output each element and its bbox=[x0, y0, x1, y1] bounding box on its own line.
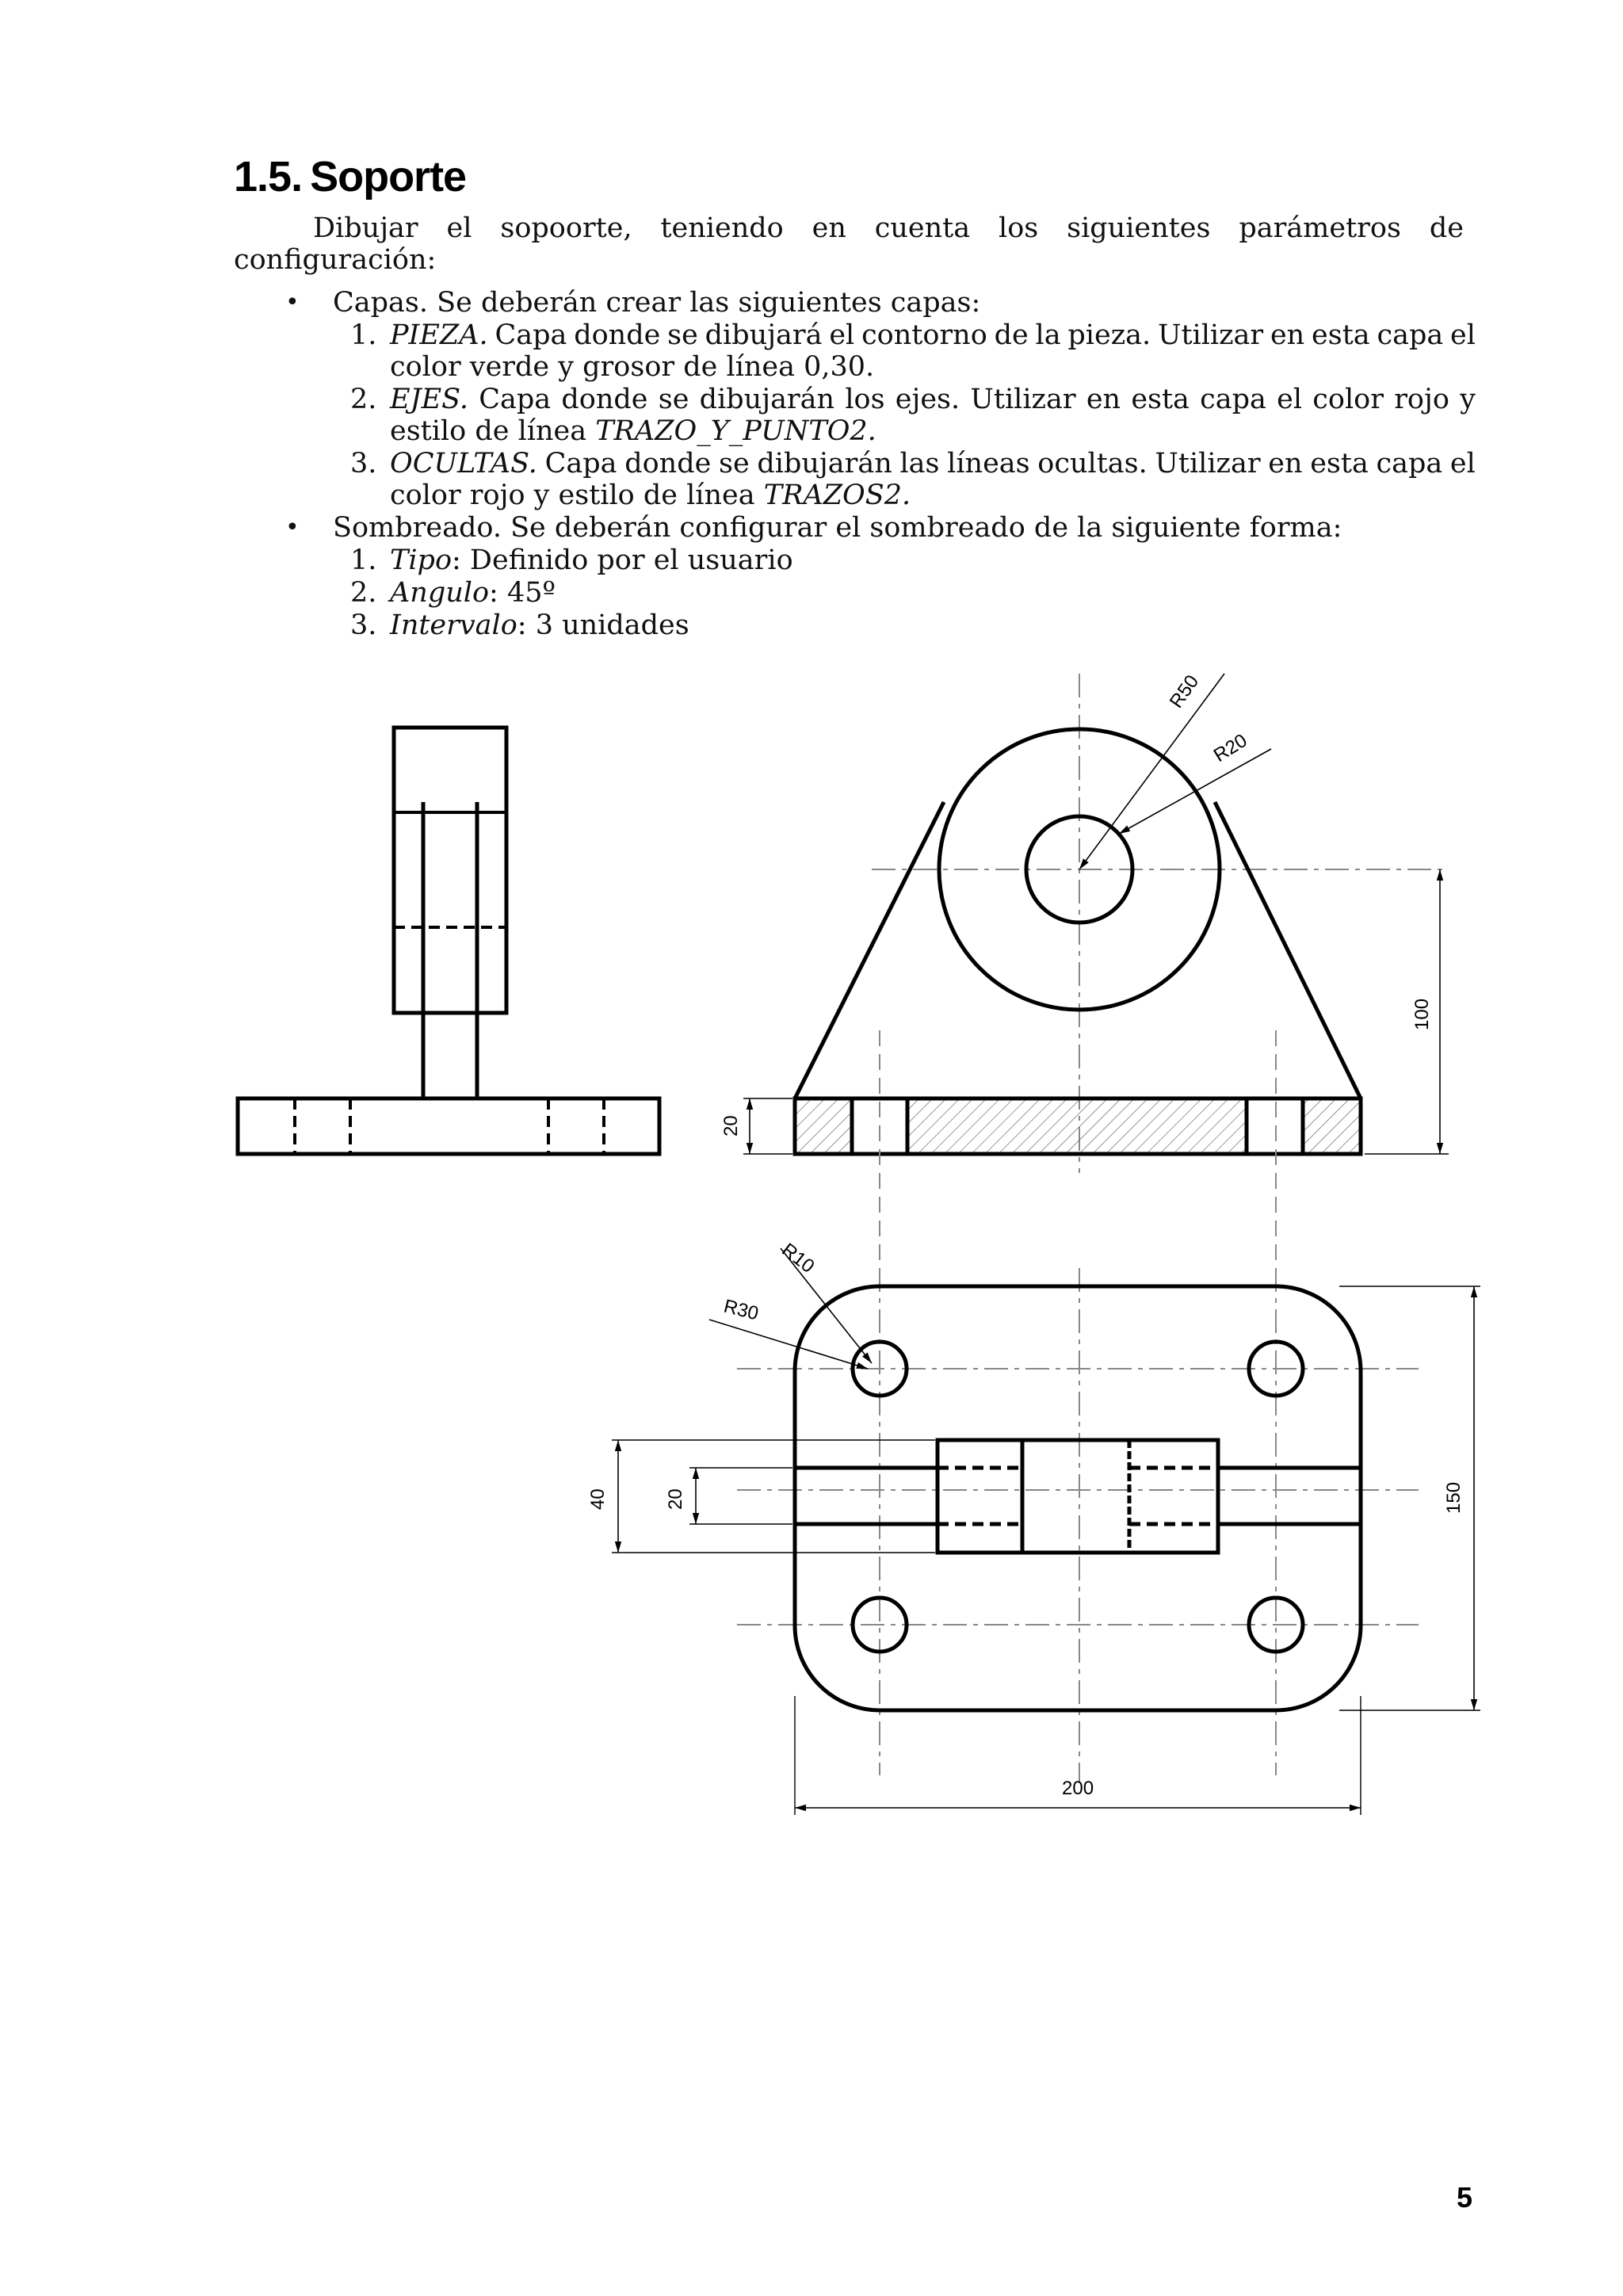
hatch-key: Intervalo bbox=[390, 609, 517, 641]
hatch-value: : 3 unidades bbox=[517, 609, 689, 641]
intro-word: siguientes bbox=[1067, 212, 1211, 244]
intro-word: Dibujar bbox=[313, 212, 418, 244]
section-hatch bbox=[907, 1098, 1247, 1154]
top-view-upright bbox=[938, 1440, 1218, 1553]
layer-name: PIEZA. bbox=[390, 319, 488, 351]
dim-label-r20: R20 bbox=[1209, 729, 1251, 767]
section-hatch bbox=[1303, 1098, 1361, 1154]
bullet-marker: • bbox=[285, 514, 300, 541]
top-view bbox=[612, 1248, 1480, 1815]
r20-leader bbox=[1119, 749, 1271, 834]
hatch-key: Angulo bbox=[390, 577, 490, 609]
dim-label-20-front: 20 bbox=[720, 1115, 742, 1137]
item-line-1: OCULTAS. Capa donde se dibujarán las líneas ocultas. Utilizar en esta capa el bbox=[390, 448, 1476, 479]
dim-label-r10: R10 bbox=[777, 1239, 819, 1278]
intro-word: en bbox=[812, 212, 846, 244]
dim-label-20-top: 20 bbox=[665, 1488, 686, 1510]
hatch-value: : Definido por el usuario bbox=[452, 544, 793, 576]
section-hatch bbox=[795, 1098, 852, 1154]
intro-word: los bbox=[999, 212, 1039, 244]
dim-label-40: 40 bbox=[587, 1488, 609, 1510]
side-view bbox=[238, 728, 659, 1154]
dim-label-200: 200 bbox=[1062, 1778, 1094, 1799]
hatch-key: Tipo bbox=[390, 544, 453, 576]
layer-name: OCULTAS. bbox=[390, 448, 537, 479]
item-number: 1. bbox=[350, 544, 377, 576]
intro-word: el bbox=[446, 212, 472, 244]
item-number: 3. bbox=[350, 609, 377, 641]
r30-leader bbox=[709, 1320, 868, 1369]
item-number: 3. bbox=[350, 448, 377, 479]
item-line-2: color rojo y estilo de línea TRAZOS2. bbox=[390, 479, 911, 511]
page-number: 5 bbox=[1457, 2181, 1473, 2214]
dim-label-150: 150 bbox=[1443, 1481, 1465, 1514]
intro-line-2: configuración: bbox=[234, 244, 437, 276]
intro-word: sopoorte, bbox=[500, 212, 632, 244]
front-view-tangent-line bbox=[795, 802, 944, 1098]
item-number: 2. bbox=[350, 577, 377, 609]
bullet-capas: Capas. Se deberán crear las siguientes capas: bbox=[333, 287, 981, 319]
bullet-marker: • bbox=[285, 288, 300, 316]
front-view bbox=[743, 674, 1449, 1268]
dim-label-r50: R50 bbox=[1165, 670, 1204, 712]
item-line-1: PIEZA. Capa donde se dibujará el contorno de la pieza. Utilizar en esta capa el bbox=[390, 319, 1476, 351]
intro-word: de bbox=[1429, 212, 1464, 244]
r50-leader bbox=[1079, 674, 1224, 869]
layer-name: EJES. bbox=[390, 384, 468, 415]
intro-word: cuenta bbox=[874, 212, 971, 244]
item-line-2: color verde y grosor de línea 0,30. bbox=[390, 351, 875, 383]
hatch-value: : 45º bbox=[489, 577, 556, 609]
item-number: 1. bbox=[350, 319, 377, 351]
dim-label-r30: R30 bbox=[721, 1295, 761, 1325]
dim-label-100: 100 bbox=[1411, 998, 1433, 1030]
bullet-sombreado: Sombreado. Se deberán configurar el sombreado de la siguiente forma: bbox=[333, 512, 1342, 544]
item-line-2: estilo de línea TRAZO_Y_PUNTO2. bbox=[390, 415, 876, 447]
item-line-1: EJES. Capa donde se dibujarán los ejes. Utilizar en esta capa el color rojo y bbox=[390, 384, 1476, 415]
intro-word: teniendo bbox=[660, 212, 784, 244]
line-style-name: TRAZO_Y_PUNTO2. bbox=[595, 415, 876, 447]
section-number: 1.5. bbox=[234, 153, 303, 201]
intro-word: parámetros bbox=[1239, 212, 1401, 244]
section-title: Soporte bbox=[310, 153, 467, 201]
side-view-upper-block bbox=[394, 728, 506, 1013]
line-style-name: TRAZOS2. bbox=[763, 479, 911, 511]
front-view-tangent-line bbox=[1215, 802, 1361, 1098]
item-number: 2. bbox=[350, 384, 377, 415]
side-view-base bbox=[238, 1098, 659, 1154]
